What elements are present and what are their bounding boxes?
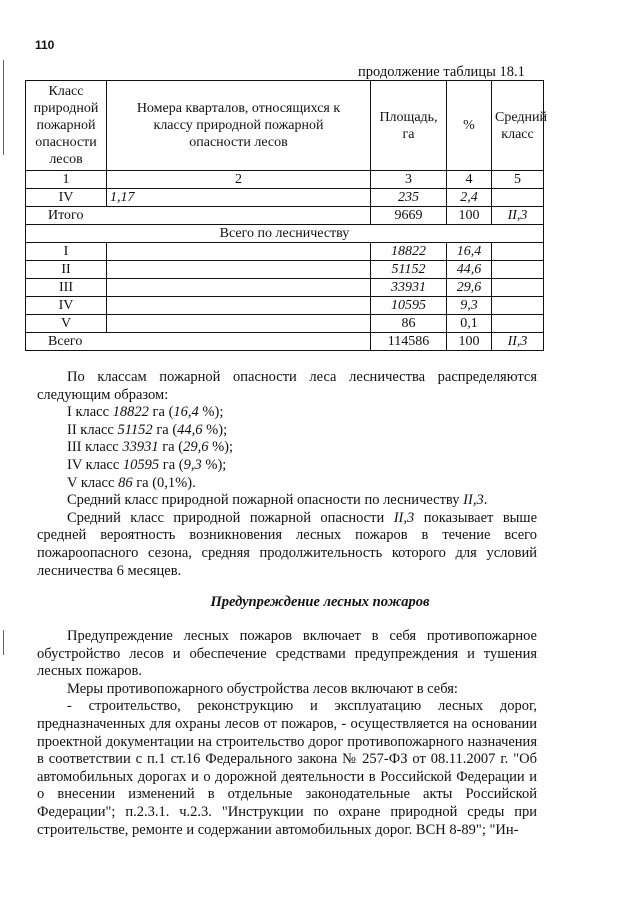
table-continuation-label: продолжение таблицы 18.1	[358, 64, 525, 80]
cell-area: 18822	[371, 243, 447, 261]
prevention-paragraph: Предупреждение лесных пожаров включает в себя противопожарное обустройство лесов и обеспечение средствами предупреждения и тушения лесных пожаров.	[37, 628, 537, 680]
col-number: 4	[447, 171, 492, 189]
cell-avg	[492, 279, 544, 297]
distribution-item: II класс 51152 га (44,6 %);	[67, 421, 228, 438]
cell-avg	[492, 261, 544, 279]
table-row	[26, 261, 544, 279]
cell-quarters	[107, 243, 371, 261]
table-row	[26, 279, 544, 297]
header-area: Площадь, га	[371, 81, 447, 171]
cell-percent: 44,6	[447, 261, 492, 279]
col-number: 3	[371, 171, 447, 189]
section-heading: Предупреждение лесных пожаров	[210, 594, 430, 610]
cell-avg	[492, 297, 544, 315]
distribution-item: V класс 86 га (0,1%).	[67, 474, 196, 491]
margin-mark	[3, 630, 4, 655]
section-row	[26, 225, 544, 243]
average-class-explanation: Средний класс природной пожарной опасности II,3 показывает выше средней вероятность возникновения лесных пожаров в течение всего пожароопасного сезона, средняя продолжительность которого для условий лесничества 6 месяцев.	[37, 509, 538, 579]
cell-percent: 9,3	[447, 297, 492, 315]
cell-area: 114586	[371, 333, 447, 351]
distribution-block	[37, 369, 537, 580]
cell-avg	[492, 243, 544, 261]
col-number: 1	[26, 171, 107, 189]
header-quarters: Номера кварталов, относящихся к классу природной пожарной опасности лесов	[107, 81, 371, 171]
col-number: 2	[107, 171, 371, 189]
cell-area: 9669	[371, 207, 447, 225]
average-class-line: Средний класс природной пожарной опасности по лесничеству II,3.	[67, 492, 488, 509]
prevention-block	[37, 628, 537, 839]
cell-avg	[492, 189, 544, 207]
cell-percent: 16,4	[447, 243, 492, 261]
column-number-row	[26, 171, 544, 189]
cell-quarters: 1,17	[107, 189, 371, 207]
cell-total-label: Итого	[26, 207, 371, 225]
cell-class: V	[26, 315, 107, 333]
header-avg-class: Средний класс	[492, 81, 544, 171]
cell-area: 51152	[371, 261, 447, 279]
cell-area: 86	[371, 315, 447, 333]
col-number: 5	[492, 171, 544, 189]
total-row	[26, 207, 544, 225]
prevention-paragraph: - строительство, реконструкцию и эксплуатацию лесных дорог, предназначенных для охраны лесов от пожаров, - осуществляется на основании проектной документации на строительство дорог противопожарного назначения в соответствии с п.1 ст.16 Федерального закона № 257-ФЗ от 08.11.2007 г. "Об автомобильных дорогах и о дорожной деятельности в Российской Федерации и о внесении изменений в отдельные законодательные акты Российской Федерации"; п.2.3.1. ч.2.3. "Инструкции по охране природной среды при строительстве, ремонте и содержании автомобильных дорог. ВСН 8-89"; "Ин-	[37, 698, 537, 838]
cell-class: IV	[26, 297, 107, 315]
cell-quarters	[107, 297, 371, 315]
cell-percent: 100	[447, 207, 492, 225]
table-row	[26, 189, 544, 207]
cell-percent: 29,6	[447, 279, 492, 297]
page-number: 110	[35, 38, 55, 52]
cell-class: III	[26, 279, 107, 297]
cell-area: 33931	[371, 279, 447, 297]
cell-area: 10595	[371, 297, 447, 315]
fire-danger-table	[25, 80, 547, 351]
distribution-intro: По классам пожарной опасности леса лесничества распределяются следующим образом:	[37, 369, 537, 403]
cell-percent: 0,1	[447, 315, 492, 333]
margin-mark	[3, 60, 4, 155]
table-row	[26, 297, 544, 315]
distribution-item: IV класс 10595 га (9,3 %);	[67, 456, 227, 473]
distribution-item: III класс 33931 га (29,6 %);	[67, 439, 233, 456]
header-class: Класс природной пожарной опасности лесов	[26, 81, 107, 171]
cell-percent: 2,4	[447, 189, 492, 207]
table-header-row	[26, 81, 544, 171]
cell-class: IV	[26, 189, 107, 207]
section-title: Всего по лесничеству	[26, 225, 544, 243]
cell-area: 235	[371, 189, 447, 207]
cell-avg: II,3	[492, 333, 544, 351]
grand-total-row	[26, 333, 544, 351]
prevention-paragraph: Меры противопожарного обустройства лесов включают в себя:	[67, 680, 458, 697]
distribution-item: I класс 18822 га (16,4 %);	[67, 404, 224, 421]
cell-quarters	[107, 261, 371, 279]
table-row	[26, 315, 544, 333]
cell-percent: 100	[447, 333, 492, 351]
cell-avg: II,3	[492, 207, 544, 225]
cell-quarters	[107, 315, 371, 333]
table-row	[26, 243, 544, 261]
cell-class: I	[26, 243, 107, 261]
cell-quarters	[107, 279, 371, 297]
cell-grand-label: Всего	[26, 333, 371, 351]
header-percent: %	[447, 81, 492, 171]
cell-class: II	[26, 261, 107, 279]
cell-avg	[492, 315, 544, 333]
